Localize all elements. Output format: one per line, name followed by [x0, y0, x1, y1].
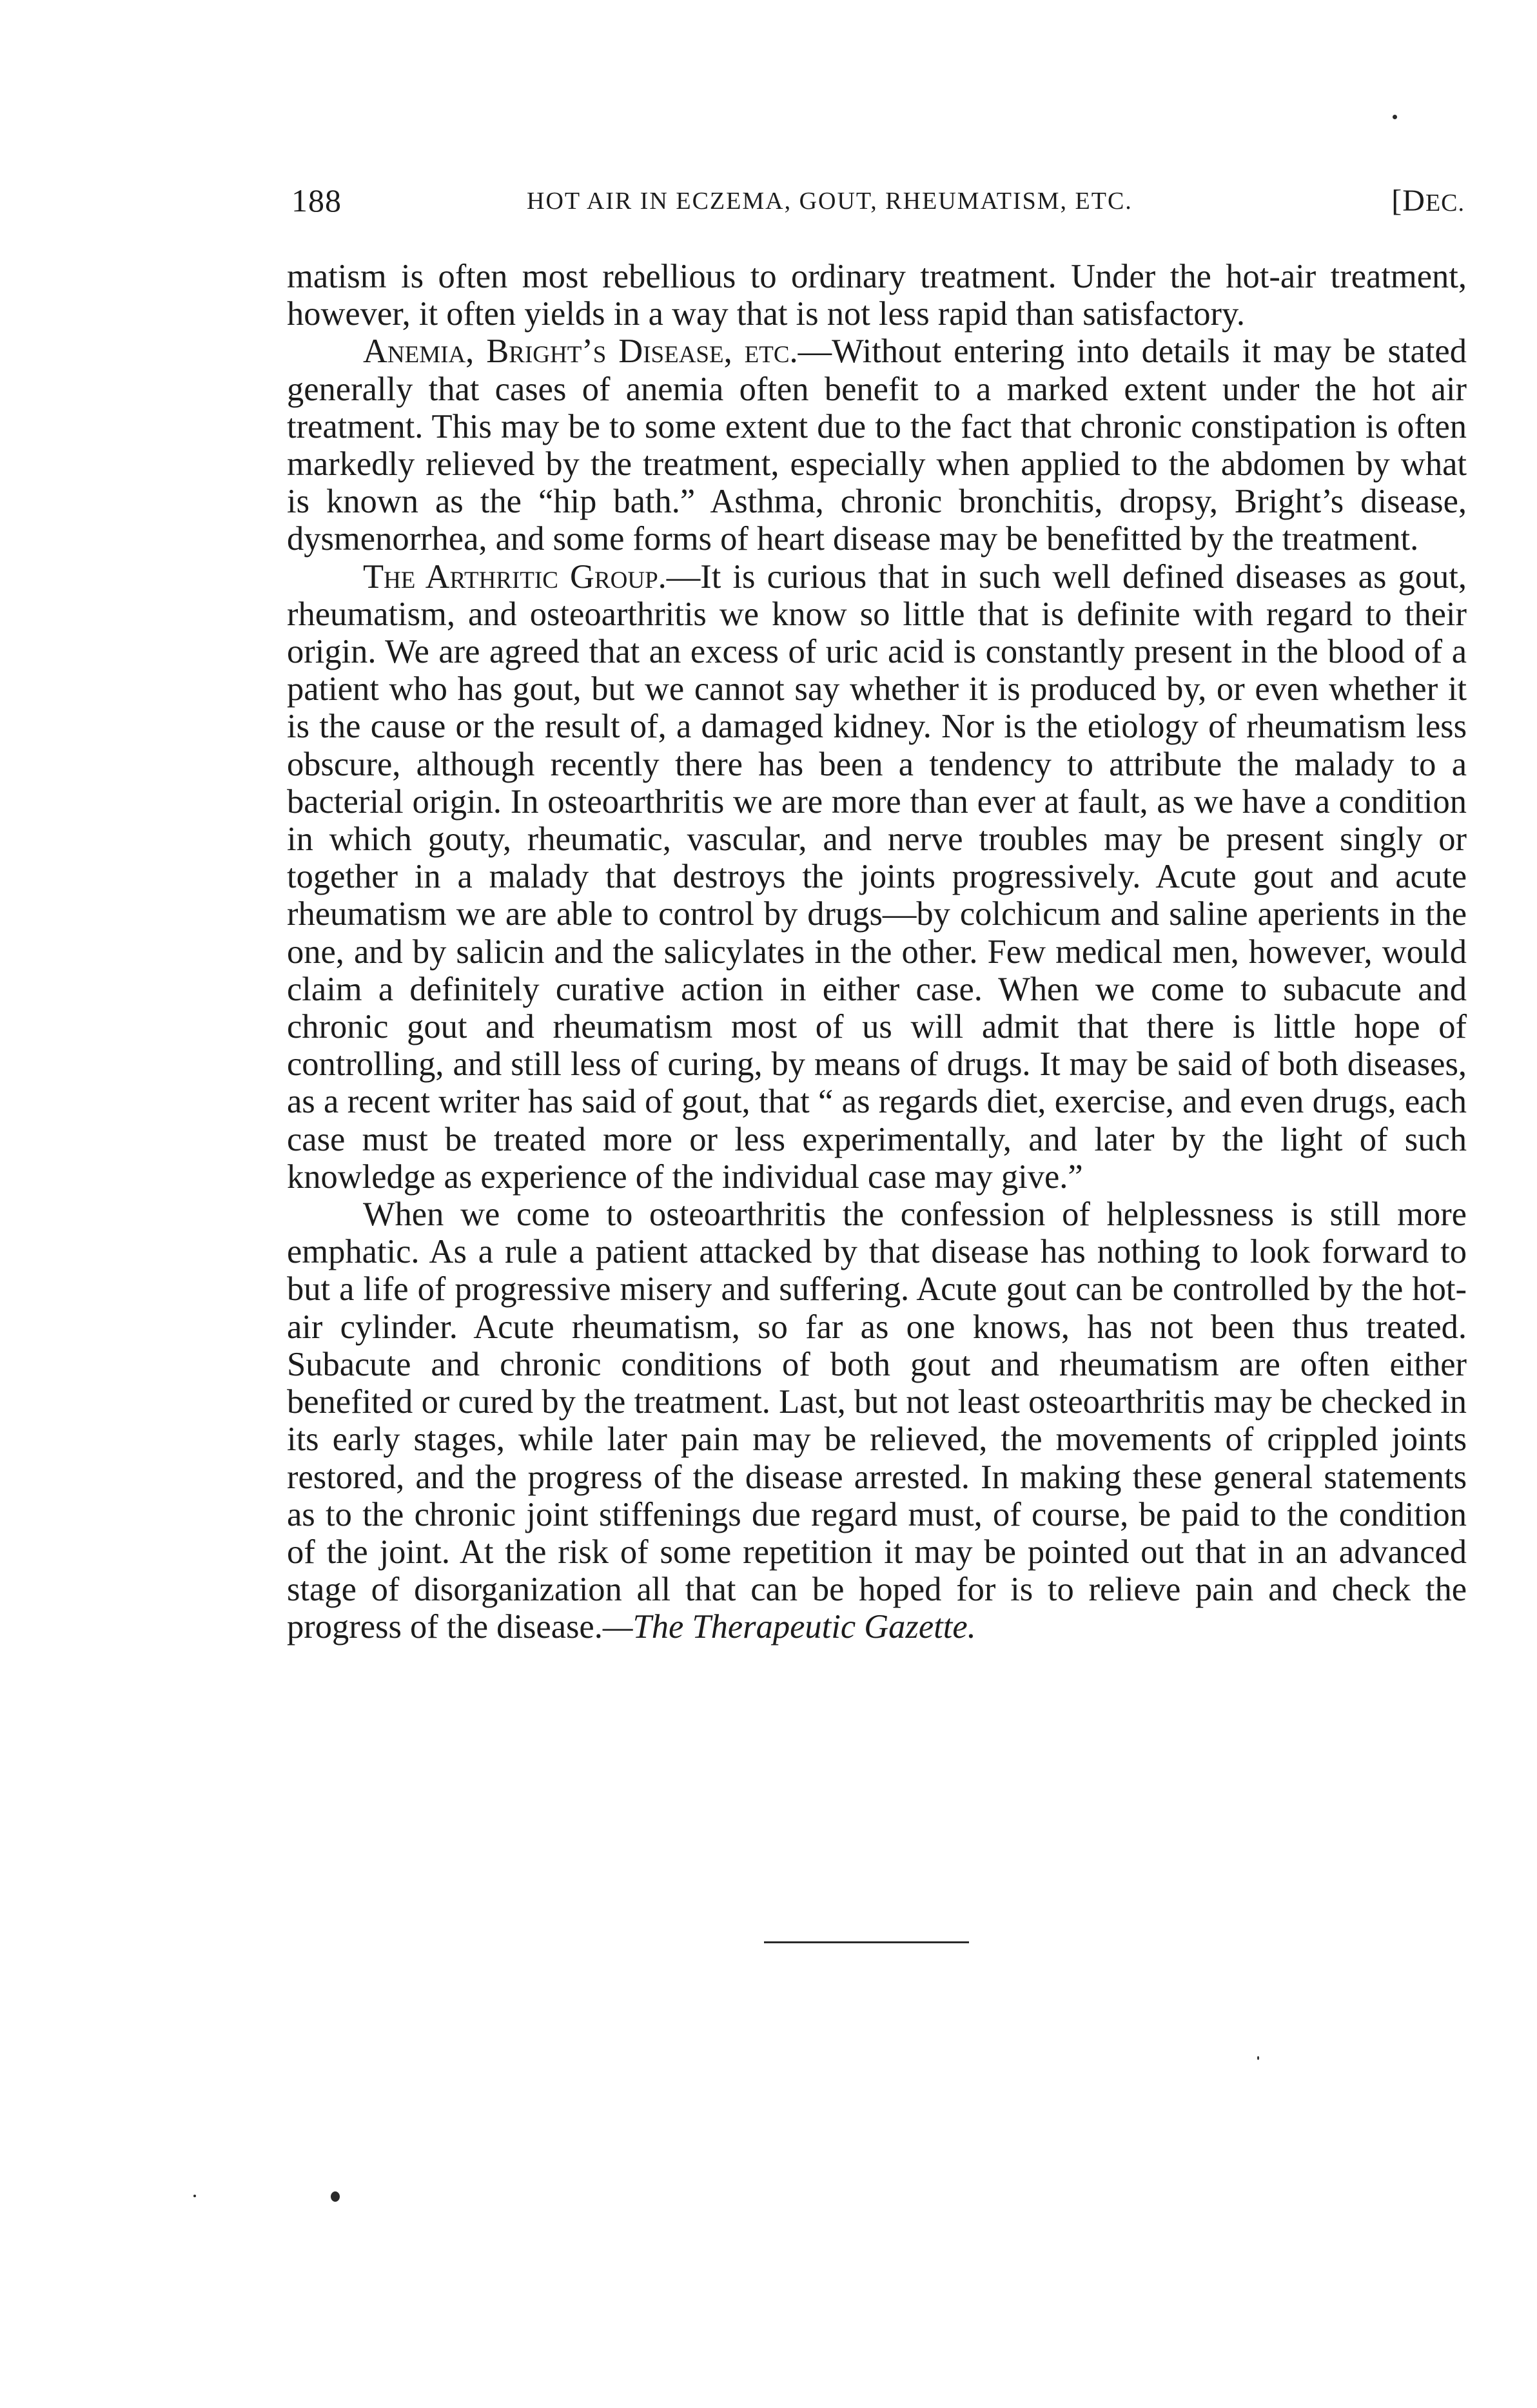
section-marker-rest: EC. — [1425, 189, 1465, 217]
source-citation: —The Therapeutic Gazette. — [602, 1608, 976, 1646]
section-divider-rule — [764, 1941, 969, 1943]
paragraph-arthritic — [287, 558, 1467, 1196]
print-speck — [1393, 115, 1397, 119]
section-heading-arthritic: The Arthritic Group. — [363, 558, 667, 596]
paragraph-arthritic-text: —It is curious that in such well defined diseases as gout, rheumatism, and osteoarthritis we know so little that is definite with regard to their origin. We are agreed that an excess of uric acid is constantly present in the blood of a patient who has gout, but we cannot say whether it is produced by, or even whether it is the cause or the result of, a damaged kidney. Nor is the etiology of rheumatism less obscure, although recently there has been a tendency to attribute the malady to a bacterial origin. In osteoarthritis we are more than ever at fault, as we have a condition in which gouty, rheumatic, vascular, and nerve troubles may be present singly or together in a malady that destroys the joints progressively. Acute gout and acute rheumatism we are able to control by drugs—by colchicum and saline aperients in the one, and by salicin and the salicylates in the other. Few medical men, however, would claim a definitely curative action in either case. When we come to subacute and chronic gout and rheumatism most of us will admit that there is little hope of controlling, and still less of curing, by means of drugs. It may be said of both diseases, as a recent writer has said of gout, that “ as regards diet, exercise, and even drugs, each case must be treated more or less experimentally, and later by the light of such knowledge as experience of the individual case may give.” — [287, 558, 1467, 1196]
section-heading-anemia: Anemia, Bright’s Disease, etc. — [363, 333, 798, 371]
print-speck — [331, 2191, 340, 2202]
print-speck — [193, 2195, 196, 2197]
section-marker-open: [D — [1391, 184, 1425, 218]
paragraph-anemia-text: —Without entering into details it may be stated generally that cases of anemia often benefit to a marked extent under the hot air treatment. This may be to some extent due to the fact that chronic constipation is often markedly relieved by the treatment, especially when applied to the abdomen by what is known as the “hip bath.” Asthma, chronic bronchitis, dropsy, Bright’s disease, dysmenorrhea, and some forms of heart disease may be benefitted by the treatment. — [287, 333, 1467, 558]
print-speck — [1257, 2056, 1259, 2060]
paragraph-osteoarthritis — [287, 1196, 1467, 1646]
paragraph-continuation: matism is often most rebellious to ordinary treatment. Under the hot-air treatment, however, it often yields in a way that is not less rapid than satisfactory. — [287, 258, 1467, 333]
page-number: 188 — [291, 182, 342, 218]
article-body — [287, 258, 1467, 1646]
section-marker — [1391, 183, 1465, 218]
running-header — [291, 182, 1465, 227]
paragraph-osteoarthritis-text: When we come to osteoarthritis the confession of helplessness is still more emphatic. As a rule a patient attacked by that disease has nothing to look forward to but a life of progressive misery and suffering. Acute gout can be controlled by the hot-air cylinder. Acute rheumatism, so far as one knows, has not been thus treated. Subacute and chronic conditions of both gout and rheumatism are often either benefited or cured by the treatment. Last, but not least osteoarthritis may be checked in its early stages, while later pain may be relieved, the movements of crippled joints restored, and the progress of the disease arrested. In making these general statements as to the chronic joint stiffenings due regard must, of course, be paid to the condition of the joint. At the risk of some repetition it may be pointed out that in an advanced stage of disorganization all that can be hoped for is to relieve pain and check the progress of the disease. — [287, 1196, 1467, 1646]
running-title: HOT AIR IN ECZEMA, GOUT, RHEUMATISM, ETC. — [527, 188, 1133, 215]
paragraph-anemia — [287, 333, 1467, 558]
